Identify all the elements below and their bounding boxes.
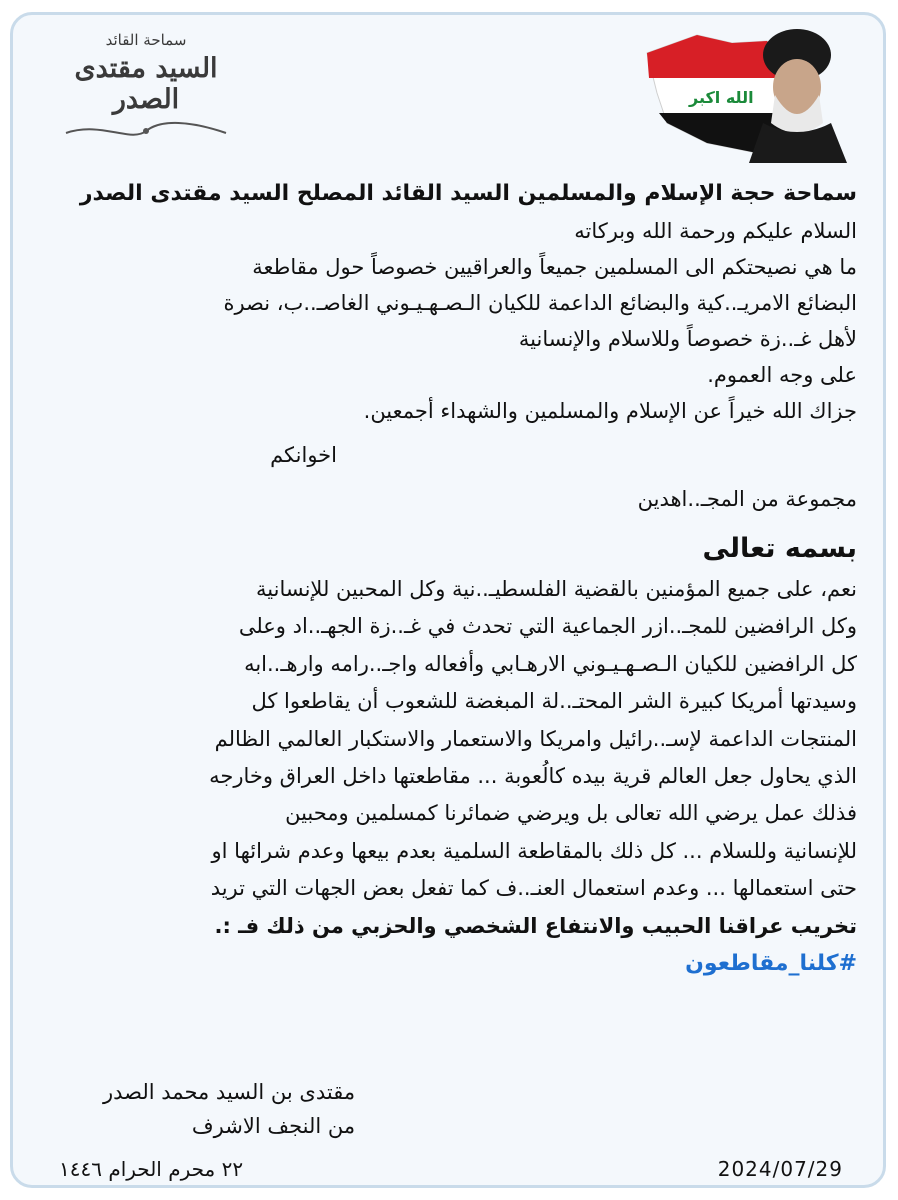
thanks-line: جزاك الله خيراً عن الإسلام والمسلمين والشهداء أجمعين. xyxy=(363,399,857,423)
logo-subtitle: سماحة القائد xyxy=(105,31,187,49)
reply-line: حتى استعمالها ... وعدم استعمال العنـ..ف كما تفعل بعض الجهات التي تريد xyxy=(210,876,857,901)
reply-line: فذلك عمل يرضي الله تعالى بل ويرضي ضمائرنا كمسلمين ومحبين xyxy=(285,801,857,826)
sign-brothers: اخوانكم xyxy=(270,443,337,467)
sign-group: مجموعة من المجـ..اهدين xyxy=(637,487,857,511)
gregorian-date: 2024/07/29 xyxy=(717,1157,843,1181)
reply-line: المنتجات الداعمة لإسـ..رائيل وامريكا والاستعمار والاستكبار العالمي الظالم xyxy=(214,726,857,751)
signature-name: مقتدى بن السيد محمد الصدر xyxy=(103,1080,356,1104)
signature-place: من النجف الاشرف xyxy=(191,1114,356,1138)
reply-line: وكل الرافضين للمجـ..ازر الجماعية التي تحدث في غـ..زة الجهـ..اد وعلى xyxy=(238,614,857,639)
reply-line: وسيدتها أمريكا كبيرة الشر المحتـ..لة المبغضة للشعوب أن يقاطعوا كل xyxy=(251,689,857,714)
flag-text: الله اكبر xyxy=(689,88,754,107)
greeting: السلام عليكم ورحمة الله وبركاته xyxy=(574,219,857,243)
letter-body xyxy=(43,175,857,983)
reply-line: الذي يحاول جعل العالم قرية بيده كالُعوبة ... مقاطعتها داخل العراق وخارجه xyxy=(209,764,857,789)
hijri-date: ٢٢ محرم الحرام ١٤٤٦ xyxy=(59,1157,244,1181)
calligraphy-logo xyxy=(41,29,251,149)
logo-name: السيد مقتدى الصدر xyxy=(74,53,218,115)
question-line: البضائع الامريـ..كية والبضائع الداعمة للكيان الـصـهـيـوني الغاصـ..ب، نصرة xyxy=(223,291,857,315)
reply-heading: بسمه تعالى xyxy=(702,533,857,564)
document-frame xyxy=(10,12,886,1188)
letter-title: سماحة حجة الإسلام والمسلمين السيد القائد المصلح السيد مقتدى الصدر xyxy=(79,181,857,206)
portrait-with-flag-icon xyxy=(637,23,857,163)
hashtag-link[interactable]: #كلنا_مقاطعون xyxy=(685,951,857,977)
flourish-icon xyxy=(61,119,231,145)
reply-line: تخريب عراقنا الحبيب والانتفاع الشخصي والحزبي من ذلك فـ :. xyxy=(214,913,857,938)
question-line: على وجه العموم. xyxy=(707,363,857,387)
reply-line: للإنسانية وللسلام ... كل ذلك بالمقاطعة السلمية بعدم بيعها وعدم شرائها او xyxy=(211,838,857,863)
letterhead xyxy=(13,15,883,165)
question-line: لأهل غـ..زة خصوصاً وللاسلام والإنسانية xyxy=(518,327,857,351)
reply-body xyxy=(43,571,857,945)
question-line: ما هي نصيحتكم الى المسلمين جميعاً والعراقيين خصوصاً حول مقاطعة xyxy=(252,255,857,279)
reply-line: نعم، على جميع المؤمنين بالقضية الفلسطيـ..نية وكل المحبين للإنسانية xyxy=(256,577,857,601)
reply-line: كل الرافضين للكيان الـصـهـيـوني الارهـابي وأفعاله واجـ..رامه وارهـ..ابه xyxy=(244,651,857,676)
signature-block xyxy=(103,1075,355,1143)
